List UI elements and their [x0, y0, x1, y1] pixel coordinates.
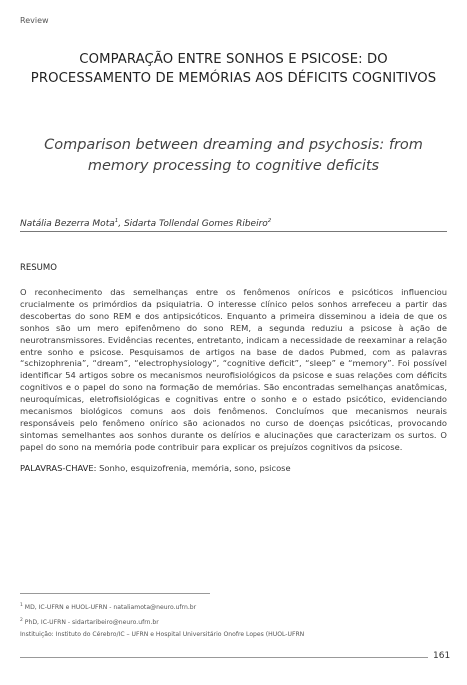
footnote-mark: 2 — [20, 617, 23, 623]
keywords — [20, 463, 291, 473]
abstract-text: O reconhecimento das semelhanças entre os fenômenos oníricos e psicóticos influenciou crucialmente os primórdios da psiquiatria. O interesse clínico pelos sonhos arrefeceu a partir das descobertas do sono REM e dos antipsicóticos. Enquanto a primeira disseminou a ideia de que os sonhos são um mero epifenômeno do sono REM, a segunda reduziu a psicose à ação de neurotransmissores. Evidências recentes, entretanto, indicam a necessidade de reexaminar a relação entre sonho e psicose. Pesquisamos de artigos na base de dados Pubmed, com as palavras “schizophrenia”, “dream”, “electrophysiology”, “cognitive deficit”, “sleep” e “memory”. Foi possível identificar 54 artigos sobre os mecanismos neurofisiológicos da psicose e suas relações com déficits cognitivos e o papel do sono na formação de memórias. São encontradas semelhanças anatômicas, neuroquímicas, eletrofisiológicas e cognitivas entre o sonho e o estado psicótico, evidenciando mecanismos biológicos comuns aos dois fenômenos. Concluímos que mecanismos neurais responsáveis pelo fenômeno onírico são acionados no curso de doenças psicóticas, provocando sintomas semelhantes aos sonhos durante os delírios e alucinações que caracterizam os surtos. O papel do sono na memória pode contribuir para explicar os prejuízos cognitivos da psicose. — [20, 287, 447, 452]
footnote-divider — [20, 593, 210, 594]
title-english: Comparison between dreaming and psychosis: from memory processing to cognitive deficits — [44, 137, 423, 174]
author-line — [20, 218, 271, 229]
author-separator: , — [118, 219, 124, 229]
footnotes — [20, 600, 304, 642]
footnote-1 — [20, 600, 304, 615]
author-name: Sidarta Tollendal Gomes Ribeiro — [123, 219, 268, 229]
institution-note: Instituição: Instituto do Cérebro/IC – UFRN e Hospital Universitário Onofre Lopes (HUOL-UFRN — [20, 631, 305, 639]
title-portuguese: COMPARAÇÃO ENTRE SONHOS E PSICOSE: DO PROCESSAMENTO DE MEMÓRIAS AOS DÉFICITS COGNITIVOS — [30, 52, 437, 86]
keywords-label: PALAVRAS-CHAVE: — [20, 463, 97, 473]
abstract-heading: RESUMO — [20, 263, 57, 273]
author-affiliation-mark: 2 — [267, 218, 272, 224]
footnote-2 — [20, 615, 304, 630]
page-number: 161 — [433, 651, 451, 661]
page-footer-rule — [20, 657, 428, 658]
footnote-text: MD, IC-UFRN e HUOL-UFRN - nataliamota@neuro.ufrn.br — [22, 604, 197, 612]
abstract-body — [20, 287, 447, 454]
footnote-text: PhD, IC-UFRN - sidartaribeiro@neuro.ufrn.br — [22, 618, 159, 626]
footnote-mark: 1 — [20, 603, 23, 608]
author-name: Natália Bezerra Mota — [20, 219, 115, 229]
section-label: Review — [20, 16, 49, 25]
author-affiliation-mark: 1 — [114, 218, 119, 224]
keywords-list: Sonho, esquizofrenia, memória, sono, psicose — [96, 463, 291, 473]
author-divider — [20, 231, 447, 232]
